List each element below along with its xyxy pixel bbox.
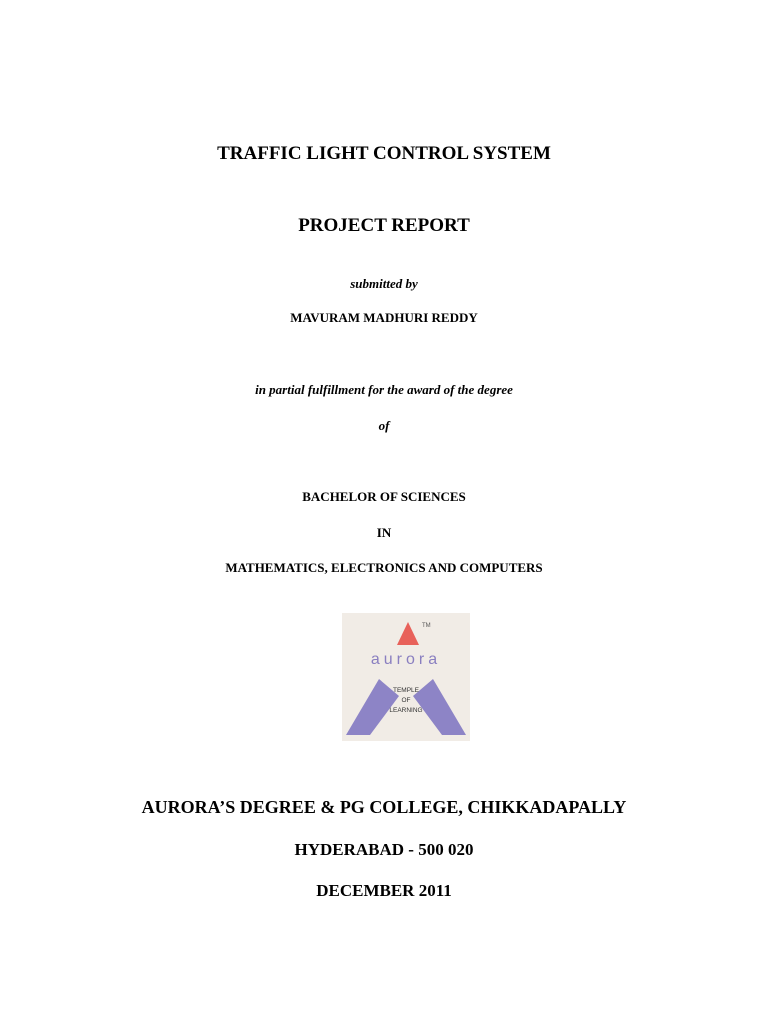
logo-red-triangle <box>397 622 419 645</box>
degree-name: BACHELOR OF SCIENCES <box>302 489 466 504</box>
logo-wordmark: aurora <box>370 651 442 668</box>
logo-trademark: TM <box>422 623 431 629</box>
college-city: HYDERABAD - 500 020 <box>294 840 474 859</box>
submission-date: DECEMBER 2011 <box>316 881 452 900</box>
college-name: AURORA’S DEGREE & PG COLLEGE, CHIKKADAPALLY <box>141 797 627 817</box>
subjects-text: MATHEMATICS, ELECTRONICS AND COMPUTERS <box>225 560 543 575</box>
fulfillment-text: in partial fulfillment for the award of the degree <box>255 382 513 397</box>
logo-motto-line3: LEARNING <box>389 707 423 714</box>
aurora-logo-icon <box>342 613 470 741</box>
in-text: IN <box>376 525 392 540</box>
logo-motto-line2: OF <box>401 697 411 704</box>
aurora-logo-graphic <box>342 613 470 741</box>
report-type-heading: PROJECT REPORT <box>298 215 470 236</box>
submitted-by-label: submitted by <box>350 276 418 291</box>
report-title: TRAFFIC LIGHT CONTROL SYSTEM <box>217 143 551 164</box>
of-text: of <box>378 418 390 433</box>
author-name: MAVURAM MADHURI REDDY <box>290 310 478 325</box>
logo-motto-line1: TEMPLE <box>392 687 420 694</box>
